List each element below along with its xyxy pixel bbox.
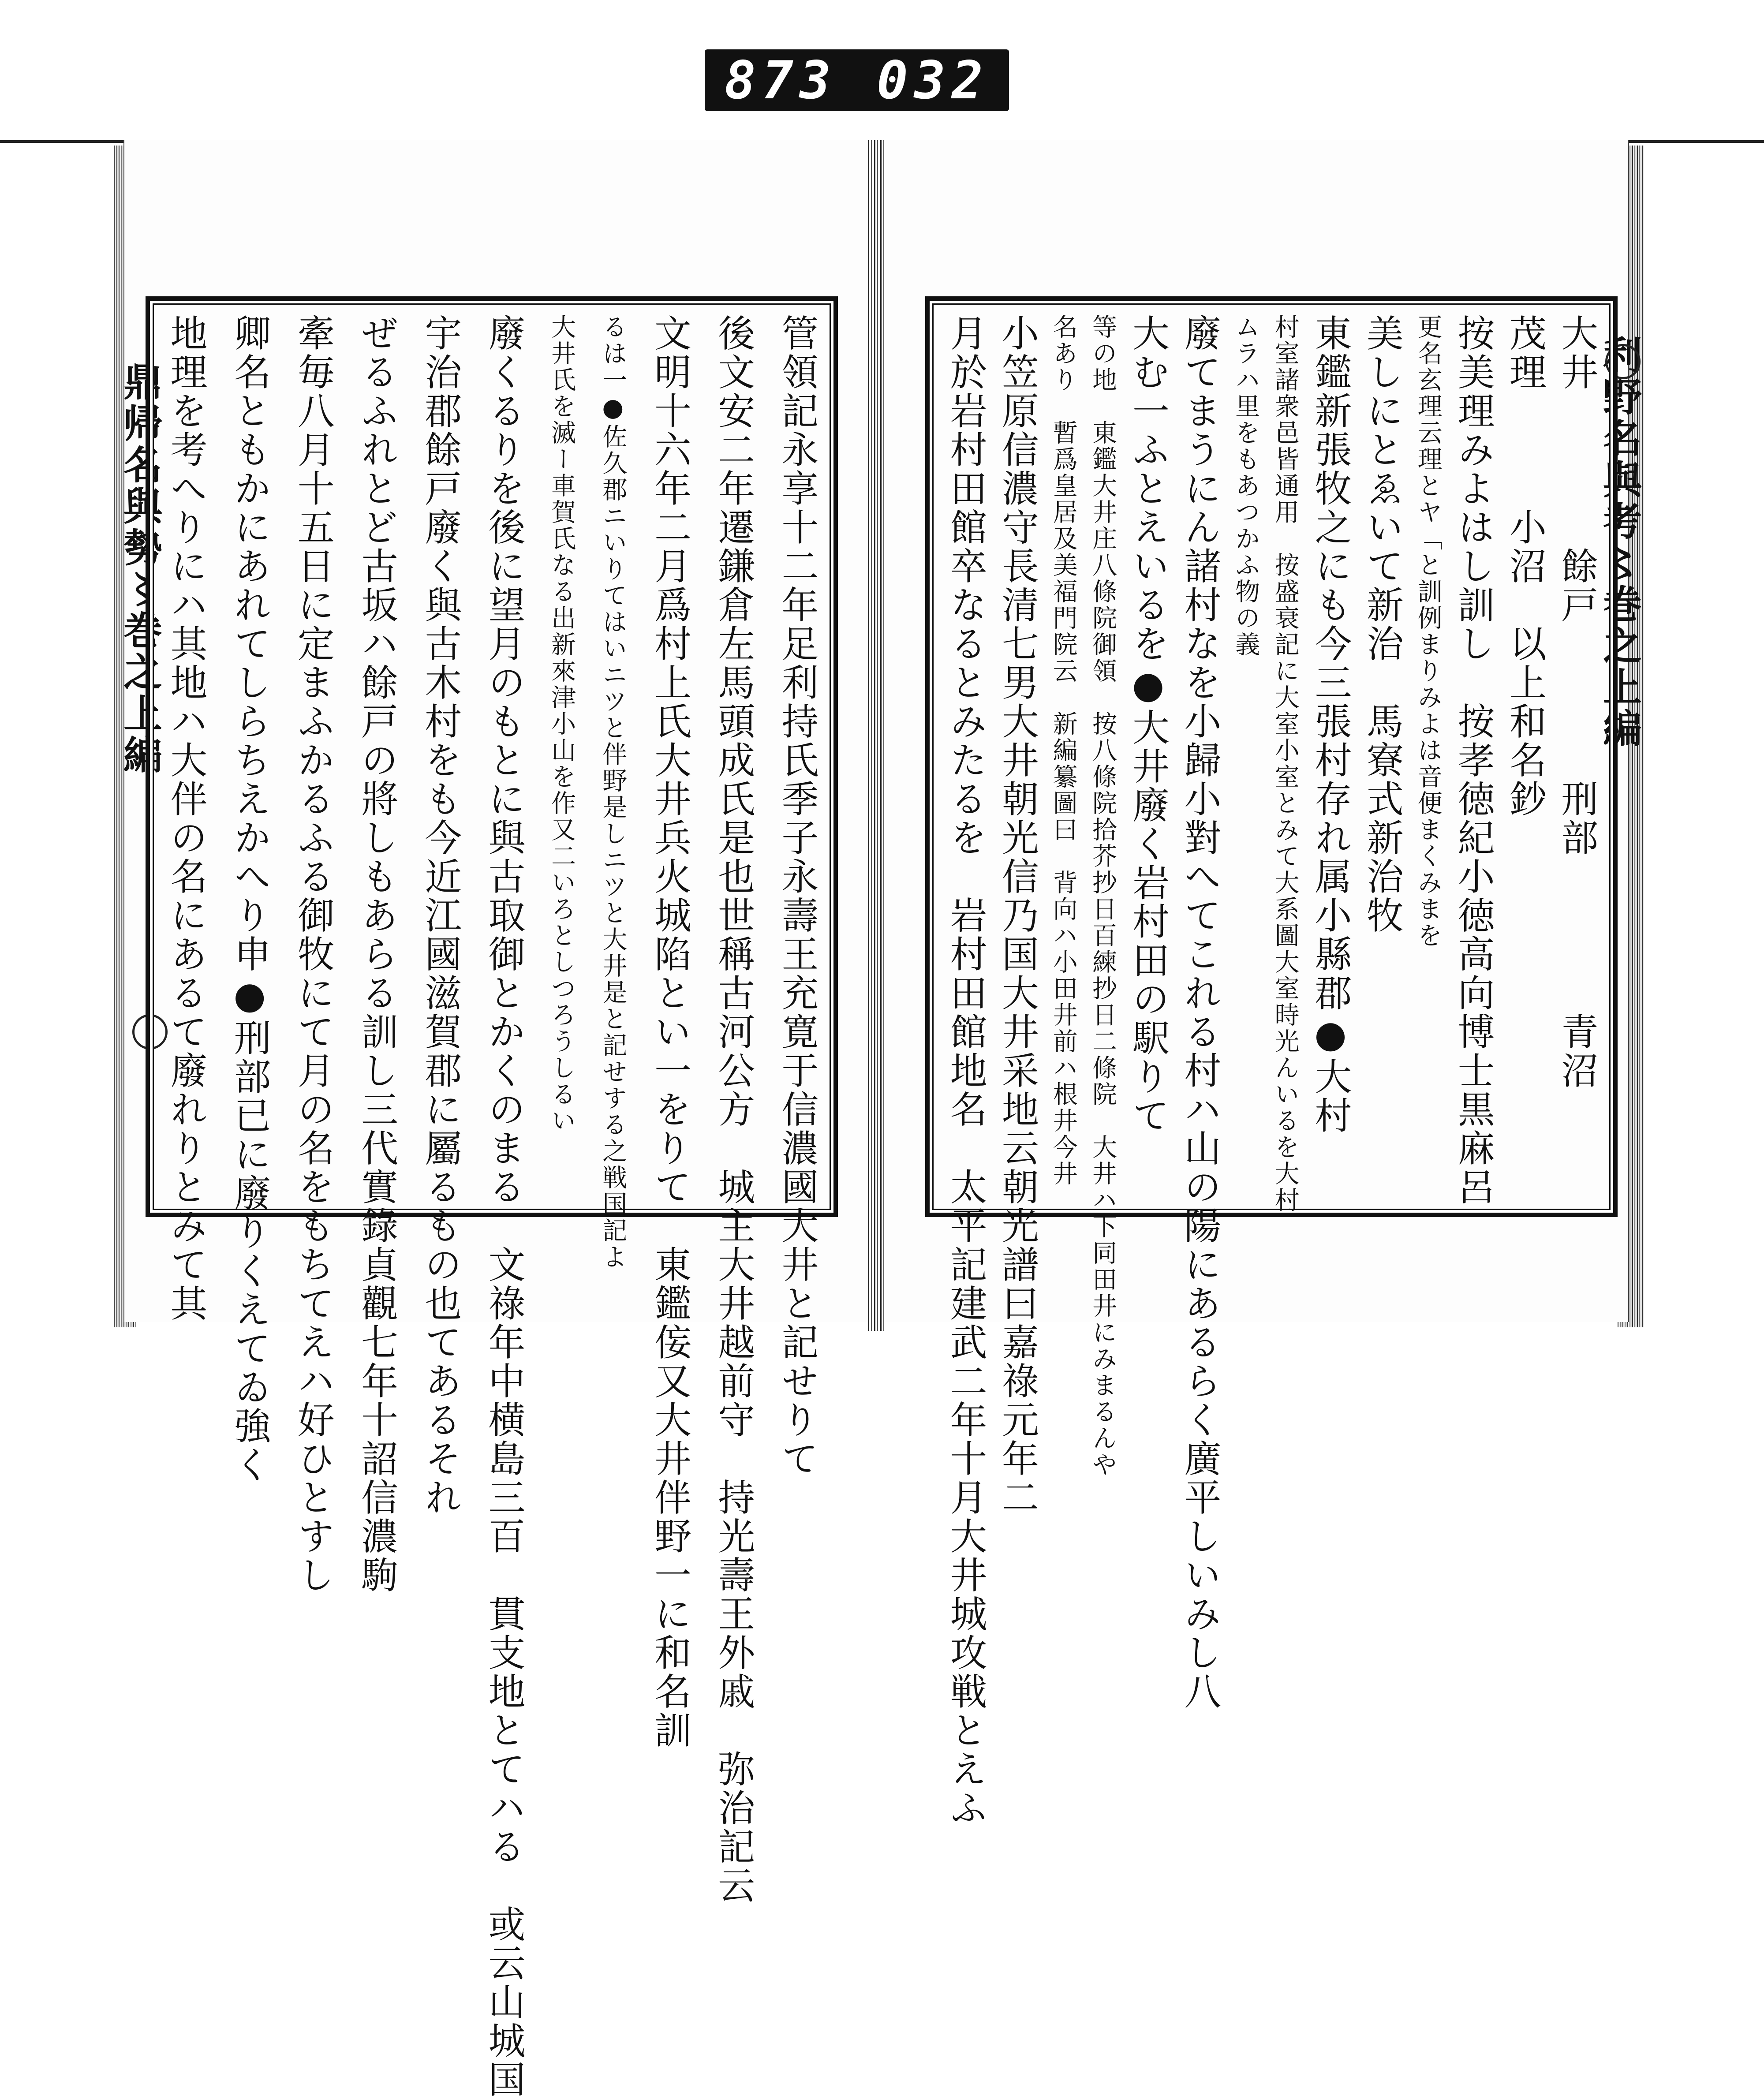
text-column: 更名玄理云理とヤ「と訓例まりみよは音便まくみまを (1413, 314, 1443, 949)
right-text-frame (925, 296, 1618, 1827)
text-column: 等の地 東鑑大井庄八條院御領 按八條院拾芥抄日百練抄日二條院 大井ハ下同田井にみまるんや (1088, 314, 1117, 1478)
text-column: 大井氏を滅ー車賀氏なる出新來津小山を作又二いろとしつろうしるい (547, 314, 576, 1134)
text-column: 村室諸衆邑皆通用 按盛衰記に大室小室とみて大系圖大室時光んいるを大村 (1271, 314, 1300, 1214)
text-column: 牽毎八月十五日に定まふかるふる御牧にて月の名をもちてえハ好ひとすし (292, 314, 335, 1595)
text-column: 小笠原信濃守長清七男大井朝光信乃国大井采地云朝光譜曰嘉祿元年二 (996, 314, 1039, 1517)
microfilm-frame-number (705, 49, 1009, 111)
text-column: 宇治郡餘戸廢く與古木村をも今近江國滋賀郡に屬るもの也てあるそれ (419, 314, 462, 1517)
right-text-columns (944, 314, 1599, 1827)
text-column: ムラハ里をもあつかふ物の義 (1231, 314, 1260, 658)
left-text-columns (164, 314, 819, 2099)
text-column: 美しにとゑいて新治 馬寮式新治牧 (1360, 314, 1404, 935)
text-column: 卿名ともかにあれてしらちえかへり申●刑部已に廢りくえてゐ強く (228, 314, 272, 1484)
text-column: 名あり 暫爲皇居及美福門院云 新編纂圖曰 背向ハ小田井前ハ根井今井 (1049, 314, 1078, 1187)
text-column: 廢てまうにん諸村なを小歸小對へてこれる村ハ山の陽にあるらく廣平しいみし八 (1178, 314, 1222, 1711)
text-column: 地理を考へりにハ其地ハ大伴の名にあるて廢れりとみて其 (164, 314, 208, 1323)
left-text-frame (146, 296, 838, 2099)
book-spine (868, 140, 886, 1331)
text-column: るは一●佐久郡ニいりてはいニツと伴野是しニツと大井是と記せする之戦国記よ (598, 314, 628, 1270)
text-column: 大む一ふとえいるを●大井廢く岩村田の駅りて (1126, 314, 1170, 1135)
frame-number-right: 032 (876, 50, 990, 111)
text-column: 按美理みよはし訓し 按孝徳紀小徳高向博士黒麻呂 (1452, 314, 1495, 1206)
text-column: 大井 餘戸 刑部 青沼 (1555, 314, 1599, 1090)
text-column: 廢くるりを後に望月のもとに與古取御とかくのまる 文祿年中横島三百 貫支地とてハる 或云山城国 (482, 314, 526, 2099)
text-column: 後文安二年遷鎌倉左馬頭成氏是也世稱古河公方 城主大井越前守 持光壽王外戚 弥治記云 (712, 314, 755, 1905)
text-column: 月於岩村田館卒なるとみたるを 岩村田館地名 太平記建武二年十月大井城攻戦とえふ (944, 314, 987, 1827)
text-column: 文明十六年二月爲村上氏大井兵火城陷とい一をりて 東鑑侫又大井伴野一に和名訓 (648, 314, 692, 1750)
right-running-title: 利野名與考〻巻之上編 (1597, 335, 1643, 750)
text-column: 茂理 小沼 以上和名鈔 (1503, 314, 1547, 818)
text-column: 管領記永享十二年足利持氏季子永壽王充寛于信濃國大井と記せりて (775, 314, 819, 1478)
text-column: 東鑑新張牧之にも今三張村存れ属小縣郡●大村 (1309, 314, 1352, 1135)
left-running-title: 鼎帰名與勢〻巻之上編 (117, 362, 163, 776)
text-column: ぜるふれとど古坂ハ餘戸の將しもあらる訓し三代實錄貞觀七年十詔信濃駒 (355, 314, 399, 1595)
frame-number-left: 873 (724, 50, 837, 111)
